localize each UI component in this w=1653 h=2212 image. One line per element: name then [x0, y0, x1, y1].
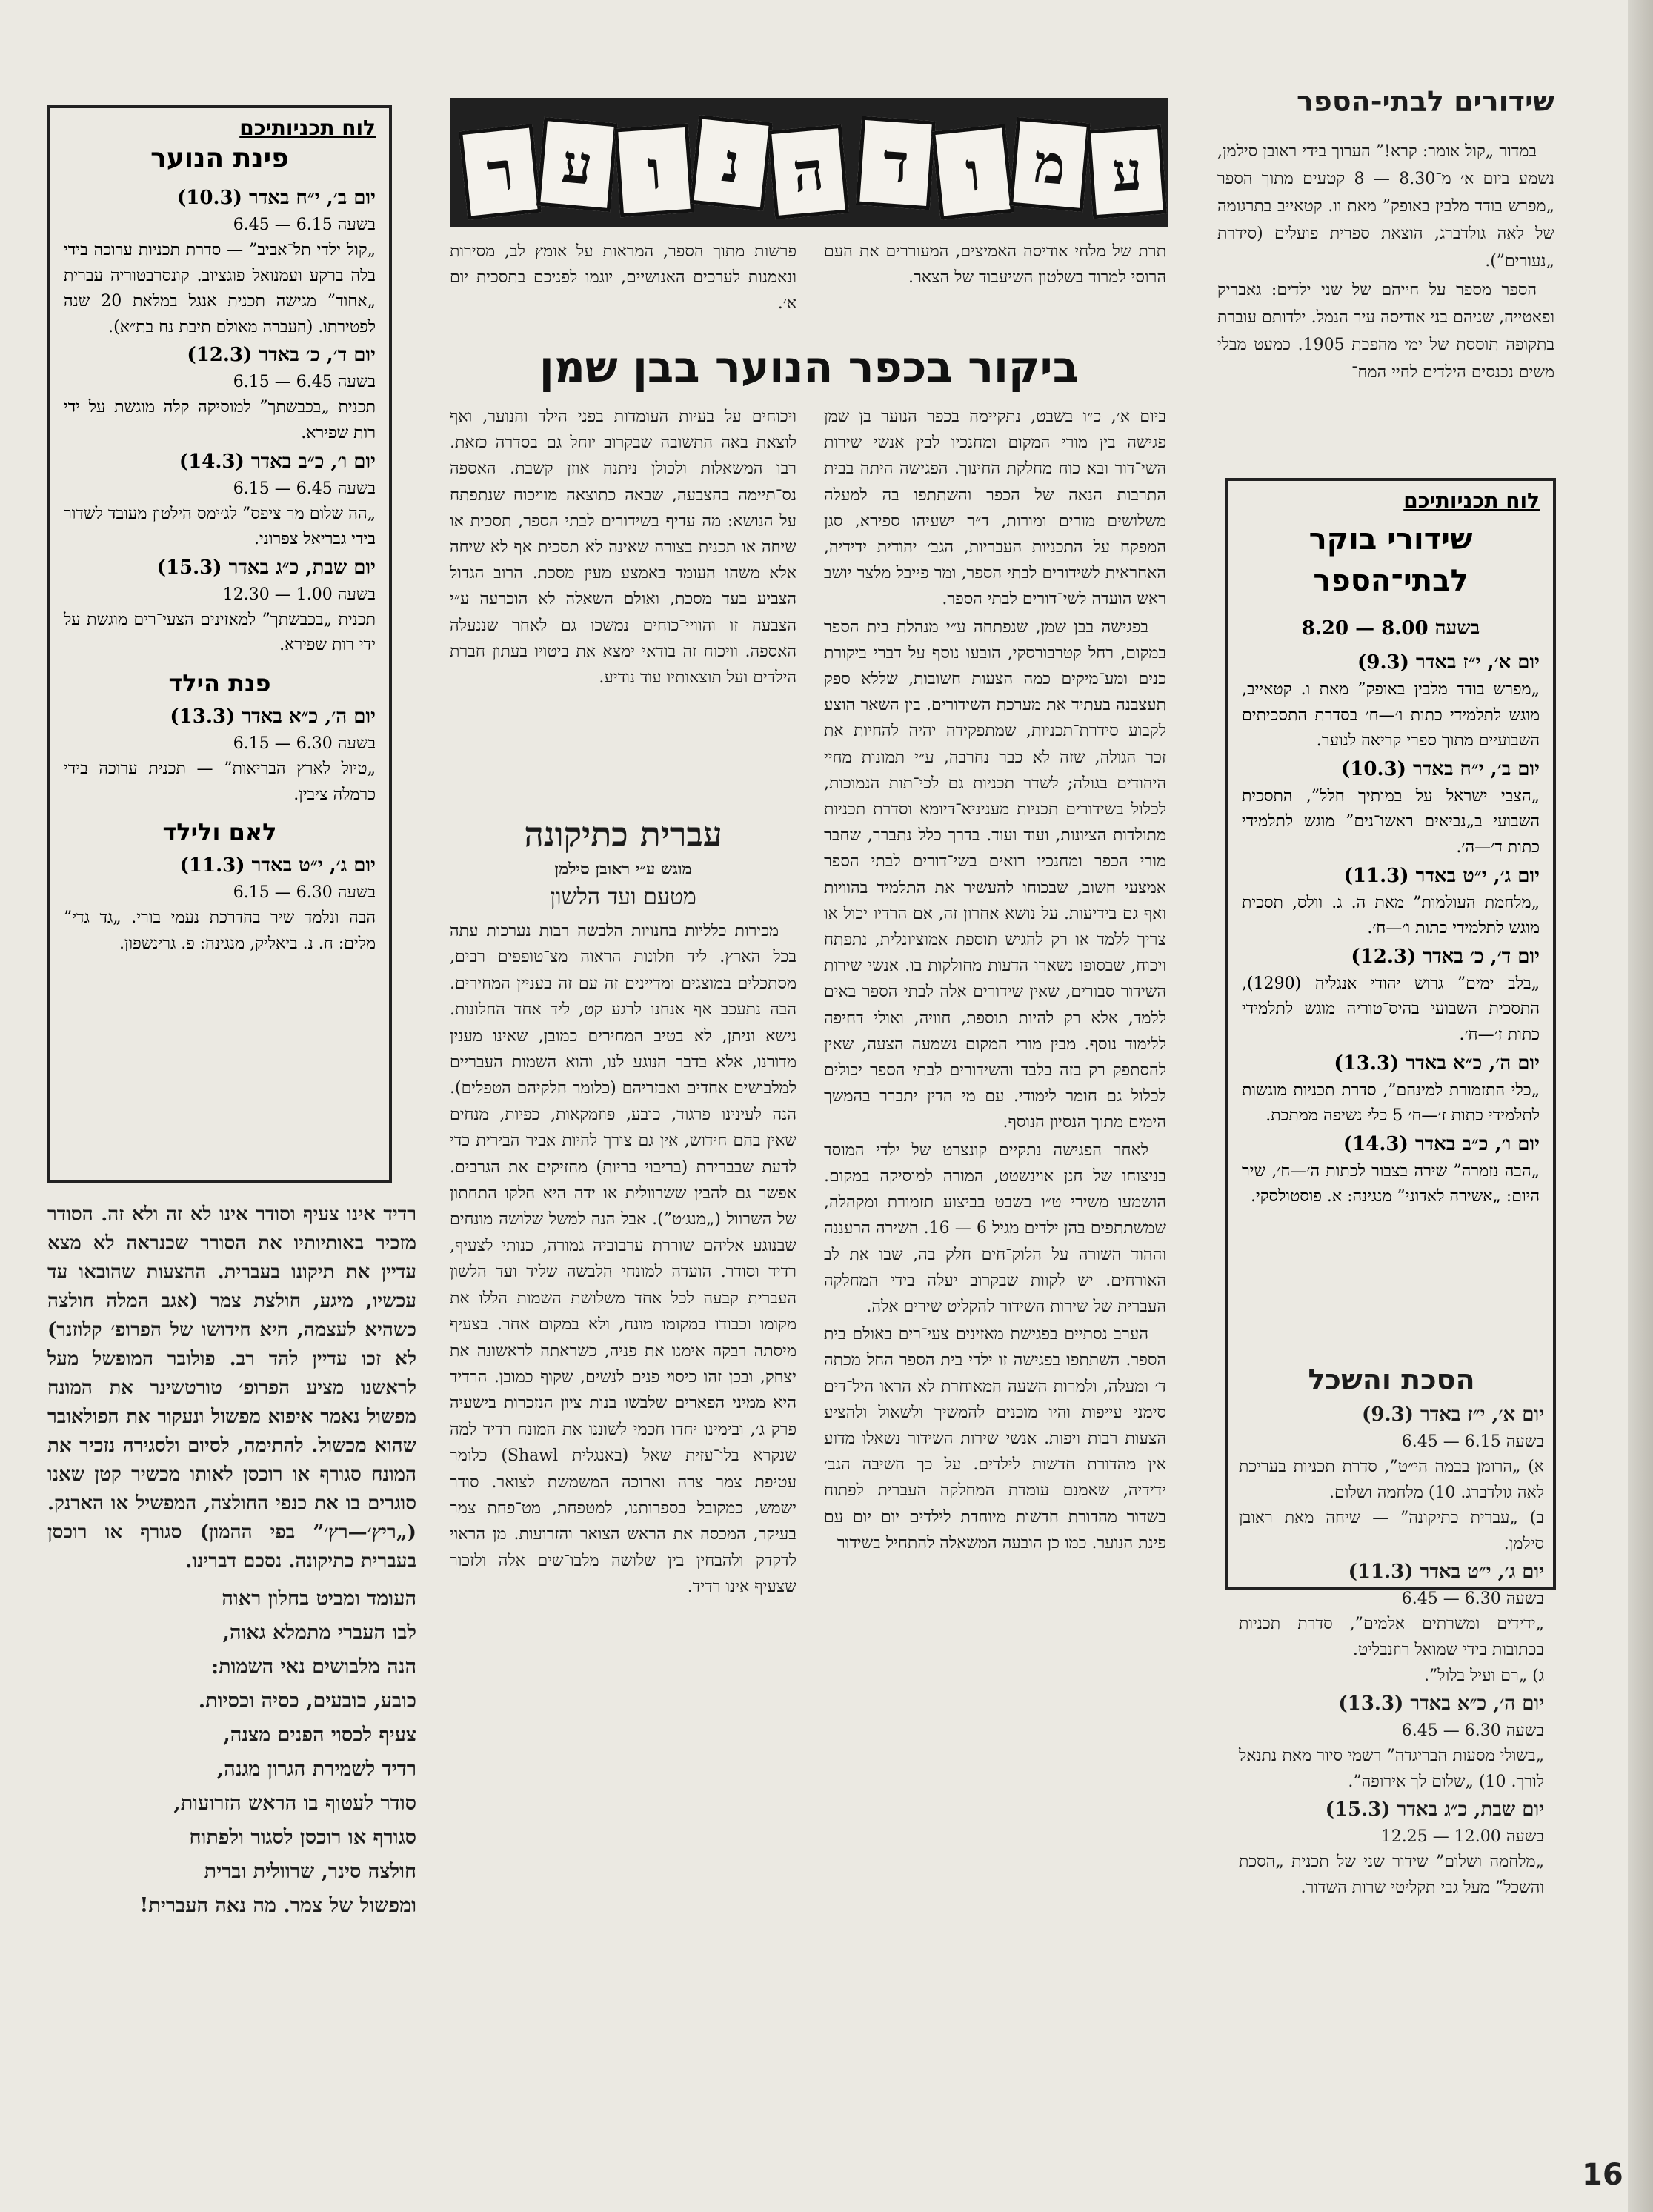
- right-title: שידורים לבתי-הספר: [1296, 85, 1554, 118]
- box-title: שידורי בוקר לבתי־הספר: [1308, 522, 1473, 598]
- program-desc: „כלי התזמורת למינהם”, סדרת תכניות מוגשות לתלמידי כתות ז׳—ח׳ 5 כלי נשיפה ממתכת.: [1242, 1080, 1540, 1126]
- program-desc: ג) „רם ועיל בלול”.: [1424, 1666, 1544, 1685]
- time-line: בשעה 6.15 — 6.45: [233, 216, 376, 234]
- poem-line: צעיף לכסוי הפנים מצנה,: [223, 1724, 416, 1747]
- program-desc: א) „הרומן בבמה הי״ט”, סדרת תכניות בעריכת לאה גולדברג. 10) מלחמה ושלום.: [1239, 1458, 1544, 1502]
- program-desc: הבה ונלמד שיר בהדרכת נעמי בורי. „גד גדי” מלים: ח. נ. ביאליק, מנגינה: פ. גרינשפון.: [64, 909, 376, 953]
- time-line: בשעה 6.30 — 6.15: [233, 883, 376, 903]
- box-label: לוח תכניותיכם: [239, 116, 376, 140]
- ivrit-column: [450, 811, 796, 2156]
- box-title: פינת הנוער: [150, 143, 289, 173]
- program-desc: ב) „עברית כתיקונה” — שיחה מאת ראובן סילמן.: [1239, 1509, 1544, 1553]
- right-para: במדור „קול אומר: קרא!” הערוך בידי ראובן סילמן, נשמע ביום א׳ מ־8.30 — 8 קטעים מתוך הספר „מפרש בודד מלבין באופק” מאת וו. קטאייב בתרגומה של לאה גולדברג, הוצאת ספרית פועלים (סידרת „נעורים”).: [1217, 142, 1554, 270]
- day-line: יום ג׳, י״ט באדר (11.3): [179, 854, 376, 877]
- article-para: ביום א׳, כ״ו בשבט, נתקיימה בכפר הנוער בן שמן פגישה בין מורי המקום ומחנכיו לבין אנשי שירות השי־דור ובא כוח מחלקת החינוך. הפגישה היתה בבית התרבות הנאה של הכפר והשתתפו בה למעלה משלושים מורים ומורות, ד״ר ישעיהו ספירא, סגן המפקח על התכניות העבריות, הגב׳ יהודית ידידיה, האחראית לשידורים לבתי הספר, ומר פייבל מלצר יושב ראש הועדה לשי־דורים לבתי הספר.: [824, 408, 1166, 609]
- day-line: יום שבת, כ״ג באדר (15.3): [156, 556, 376, 579]
- time-line: בשעה 6.30 — 6.45: [1401, 1590, 1544, 1609]
- day-line: יום ב׳, י״ח באדר (10.3): [1340, 757, 1540, 780]
- poem-line: ומפשול של צמר. מה נאה העברית!: [139, 1894, 416, 1917]
- banner-letter-block: ד: [856, 116, 936, 210]
- hasket-title: הסכת והשכל: [1308, 1364, 1475, 1396]
- intro-left: פרשות מתוך הספר, המראות על אומץ לב, מסירות ונאמנות לערכים האנושיים, יוגמו לפניכם בתסכית יום א׳.: [450, 242, 796, 313]
- page-number: 16: [1582, 2158, 1623, 2192]
- program-desc: „מפרש בודד מלבין באופק” מאת ו. קטאייב, מוגש לתלמידי כתות ו׳—ח׳ בסדרת התסכיתים השבועיים מתוך ספרי קריאה לנוער.: [1242, 680, 1540, 751]
- day-line: יום ה׳, כ״א באדר (13.3): [1334, 1052, 1540, 1075]
- poem-line: חולצה סינר, שרוולית וברית: [204, 1860, 416, 1883]
- time-line: בשעה 6.30 — 6.15: [233, 734, 376, 753]
- banner-letter-block: מ: [1009, 117, 1091, 212]
- day-line: יום ו׳, כ״ב באדר (14.3): [179, 450, 376, 473]
- article-para: הערב נסתיים בפגישת מאזינים צעי־רים באולם בית הספר. השתתפו בפגישה זו ילדי בית הספר החל מכתה ד׳ ומעלה, ולמרות השעה המאוחרת לא הראו היל־דים סימני עייפות והיו מוכנים להמשיך ולשאול ולהציע הצעות רבות ויפות. אנשי שירות השידור נשאלו מדוע אין מהדורת חדשות לילדים. על כך השיבה הגב׳ ידידיה, שאמנם עומדת המחלקה העברית לפתוח בשדור מהדורת חדשות מיוחדת לילדים יום יום עם פינת הנוער. כמו כן הובעה המשאלה להתחיל בשידור: [824, 1325, 1166, 1552]
- program-desc: „בלב ימים” גרוש יהודי אנגליה (1290), התסכית השבועי בהיס־טוריה מוגש לתלמידי כתות ז׳—ח׳.: [1242, 974, 1540, 1044]
- poem-line: כובע, כובעים, כסיה וכסיות.: [198, 1690, 416, 1713]
- program-desc: „מלחמה ושלום” שידור שני של תכנית „הסכת והשכל” מעל גבי תקליטי שרות השדור.: [1239, 1853, 1544, 1897]
- day-line: יום ד׳, כ׳ באדר (12.3): [1351, 945, 1540, 968]
- left-continuation: [47, 1200, 416, 1923]
- program-desc: „הצבי ישראל על במותיך חלל”, התסכית השבועי ב„נביאים ראשו־נים” מוגש לתלמידי כתות ד׳—ה׳.: [1242, 786, 1540, 857]
- poem-line: לבו העברי מתמלא גאוה,: [222, 1621, 416, 1644]
- program-desc: „הה שלום מר ציפס” לג׳ימס הילטון מעובד לשדור בידי גבריאל צפרוני.: [64, 504, 376, 549]
- hasket-block: [1239, 1360, 1544, 1902]
- banner-letter-block: ע: [536, 117, 618, 212]
- ivrit-subtitle: מטעם ועד הלשון: [550, 884, 696, 910]
- poem-line: העומד ומביט בחלון ראוה: [222, 1587, 416, 1610]
- article-para: לאחר הפגישה נתקיים קונצרט של ילדי המוסד בניצוחו של חנן אוינשטט, המורה למוסיקה במקום. הושמעו משירי ט״ו בשבט בביצוע תזמורת ומקהלה, שמשתתפים בהן ילדים מגיל 6 — 16. השירה הרעננה וההוד השורה על הלוק־חים חלק בה, שבו את לב האורחים. יש לקוות שבקרוב יעלה בידי המחלקה העברית של שירות השידור להקליט שירים אלה.: [824, 1140, 1166, 1316]
- school-lines: [1242, 648, 1540, 1210]
- poem-line: רדיד לשמירת הגרון מגנה,: [216, 1758, 416, 1781]
- day-line: יום ו׳, כ״ב באדר (14.3): [1343, 1132, 1540, 1155]
- youth-schedule-box: [47, 105, 392, 1183]
- poem-line: סגורף או רוכסן לסגור ולפתוח: [189, 1826, 416, 1849]
- day-line: יום ג׳, י״ט באדר (11.3): [1343, 864, 1540, 887]
- day-line: יום א׳, י״ז באדר (9.3): [1357, 651, 1540, 674]
- day-line: יום ה׳, כ״א באדר (13.3): [170, 705, 376, 728]
- article-column-right: [824, 404, 1166, 2156]
- article-column-left: [450, 404, 796, 691]
- poem-line: סודר לעטוף בו הראש הזרועות,: [173, 1792, 416, 1815]
- banner-letter-block: נ: [690, 115, 773, 211]
- article-para: ויכוחים על בעיות העומדות בפני הילד והנוער, ואף לוצאת באה התשובה שבקרוב יוחל גם בסדרה כזאת. רבו המשאלות ולכולן ניתנה אוזן קשבת. האספה נס־תיימה בהצבעה, שבאה כתוצאה מוויכוח שנתפתח על הנושא: מה עדיף בשידורים לבתי הספר, תסכית או שיחה או תכנית בצורה שאינה לא תסכית אף לא שיחה אלא משהו העומד באמצע מעין מסכת. הרוב הגדול הצביע בעד מסכת, ואולם השאלה לא הוכרעה ע״י הצבעה זו והוויי־כוחים נמשכו גם לאחר שננעלה האספה. וויכוח זה בודאי ימצא את ביטויו בעתון חברת הילדים ועל תוצאותיו עוד נודיע.: [450, 408, 796, 688]
- article-headline: ביקור בכפר הנוער בבן שמן: [539, 342, 1080, 392]
- program-desc: „הבה נזמרה” שירה בצבור לכתות ה׳—ח׳, שיר היום: „אשירה לאדוני” מנגינה: א. פוסטולסקי.: [1242, 1161, 1540, 1206]
- day-line: יום ד׳, כ׳ באדר (12.3): [187, 344, 376, 367]
- program-desc: „טיול לארץ הבריאות” — תכנית ערוכה בידי כרמלה ציבין.: [64, 759, 376, 804]
- section-title: פנת הילד: [168, 668, 271, 697]
- intro-right: תרת של מלחי אודיסה האמיצים, המעוררים את העם הרוסי למרוד בשלטון השיעבוד של הצאר.: [824, 242, 1166, 287]
- poem: [47, 1582, 416, 1923]
- article-para: בפגישה בבן שמן, שנפתחה ע״י מנהלת בית הספר במקום, רחל קטרבורסקי, הובעו נוסף על דברי ביקורת כנים ומע־מיקים כמה הצעות חשובות, שללא ספק תעצבנה בעתיד את מערכת השידורים. בין השאר הוצע לקבוע סידרת־תכניות, שמתפקידה יהיה להחיות את זכר הגולה, שזה לא כבר נחרבה, ע״י תמונות מחיי היהודים בגולה; לשדר תכניות גם לכי־תות הנמוכות, לכלול בשידורים תכניות מעניניא־דיומא וסדרת תכניות מתולדות הציונות, ועוד ועוד. בדרך כלל נתברר, שחבר מורי הכפר ומחנכיו רואים בשי־דורים לבתי הספר אמצעי חשוב, שבכוחו להעשיר את התלמיד בהוויות ואף גם בידיעות. על נושא אחרון זה, אם הרדיו יכול או צריך ללמד או רק להגיש תוספת אמוציונלית, נתפתח ויכוח, שבסופו נשארו הדעות מחולקות בו. אנשי שירות השידור סבורים, שאין שידורים אלה לבתי הספר באים ללמד, אלא רק להיות תוספת, חוויה, ואולי דחיפה ללימוד נוסף. מבין מורי המקום נשמעה הצעה, שאין להסתפק רק בזה בלבד והשידורים לבתי הספר יכולים לכלול גם חומר לימודי. עם מי הדין יתברר בהמשך הימים מתוך הנסיון הנוסף.: [824, 617, 1166, 1132]
- time-line: בשעה 6.30 — 6.45: [1401, 1721, 1544, 1741]
- day-line: יום א׳, י״ז באדר (9.3): [1362, 1404, 1544, 1426]
- program-desc: „ידידים ומשרתים אלמים”, סדרת תכניות בכתובות בידי שמואל רוזנבליט.: [1239, 1615, 1544, 1659]
- right-column: [1217, 83, 1554, 386]
- banner-letter-block: ע: [1087, 125, 1167, 219]
- program-desc: „מלחמת העולמות” מאת ה. ג. וולס, תסכית מוגש לתלמידי כתות ו׳—ח׳.: [1242, 893, 1540, 938]
- time-line: בשעה 6.45 — 6.15: [233, 373, 376, 392]
- ivrit-byline: מוגש ע״י ראובן סילמן: [554, 860, 692, 879]
- left-text: רדיד אינו צעיף וסודר אינו לא זה ולא זה. הסודר מזכיר באותיותיו את הסורר שכנראה לא מצא עדיין את תיקונו בעברית. ההצעות שהובאו עד עכשיו, מיגע, חולצת צמר (אגב המלה חולצה כשהיא לעצמה, היא חידושו של הפרופ׳ קלוזנר) לא זכו עדיין להד רב. פולובר המופשל מעל לראשנו מציע הפרופ׳ טורטשינר את המונח מפשול נאמר איפוא מפשול ונעקור את הפולאובר שהוא מכשול. להתימה, לסיום ולסגירה נזכיר את המונח סגורף או רוכסן לאותו מכשיר קטן שאנו סוגרים בו את כנפי החולצה, המפשיל או הארנק. („ריץ׳—רץ׳” בפי ההמון) סגורף או רוכסן בעברית כתיקונה. נסכם דברינו.: [47, 1203, 416, 1572]
- program-desc: תכנית „בכבשתך” למאזינים הצעי־רים מוגשת על ידי רות שפירא.: [64, 610, 376, 655]
- box-label: לוח תכניותיכם: [1403, 488, 1540, 513]
- page-spine: [1628, 0, 1653, 2212]
- program-desc: תכנית „בכבשתך” למוסיקה קלה מוגשת על ידי רות שפירא.: [64, 398, 376, 442]
- day-line: יום ב׳, י״ח באדר (10.3): [176, 187, 376, 209]
- right-para: הספר מספר על חייהם של שני ילדים: גאבריק ופאטייה, שניהם בני אודיסה עיר הנמל. ילדותם עוברת בתקופה תוססת של ימי מהפכת 1905. כמעט מבלי משים נכנסים הילדים לחיי המח־: [1217, 281, 1554, 382]
- day-line: יום שבת, כ״ג באדר (15.3): [1325, 1799, 1544, 1821]
- ivrit-text: מכירות כלליות בחנויות הלבשה רבות נערכות עתה בכל הארץ. ליד חלונות הראוה מצ־טופפים רבים, מסתכלים במוצגים ומדיינים זה עם זה בעניין המחירים. הבה נתעכב אף אנחנו לרגע קט, ליד אחד החלונות. נישא וניתן, לא בטיב המחירים כמובן, שאינו מענין מדורנו, אלא בדבר הנוגע לנו, והוא השמות העבריים למלבושים אחדים ואבזריהם (כלומר חלקיהם הטפלים). הנה לעינינו פרגוד, כובע, פוזמקאות, כפיות, מנחים שאין בהם חידוש, אין גם צורך להיות אביר הבירית כדי לדעת שבברירת (בריבוי בריות) מחזיקים את הגרבים. אפשר גם להבין ששרוולית או ידה היא חלקו התחתון של השרוול („מנג׳ט”). אבל הנה למשל שלושה מונחים שבנוגע אליהם שוררת ערבוביה גמורה, כנותי לצעיף, רדיד וסודר. הועדה למונחי הלבשה שליד ועד הלשון העברית קבעה לכל אחד משלושת השמות הללו את מקומו וכבודו במקומו מונח, ולא במקום אחר. בצעיף מיסתה רבקה אימנו את פניה, כשראתה לראשונה את יצחק, ובכן זהו כיסוי פנים לנשים, שקוף כמובן. הרדיד היא ממיני הפארים שלבשו בנות ציון הנזכרות בישעיה פרק ג׳, ובימינו יחדו חכמי לשוננו את המונח רדיד למה שנקרא בלו־עזית שאל (באנגלית Shawl) כלומר עטיפת צמר צרה וארוכה המשמשת לצואר. סודר ישמש, כמקובל בספרותנו, למטפחת, מט־פחת צמר בעיקר, המכסה את הראש הצואר והזרועות. מן הראוי לדקדק ולהבחין בין שלושה מלבו־שים אלה ולזכור שצעיף אינו רדיד.: [450, 922, 796, 1597]
- time-line: בשעה 12.00 — 12.25: [1380, 1827, 1544, 1847]
- banner-letter-block: ו: [931, 124, 1014, 220]
- day-line: יום ה׳, כ״א באדר (13.3): [1338, 1693, 1544, 1716]
- broadcast-time: בשעה 8.00 — 8.20: [1301, 617, 1480, 640]
- program-desc: „בשולי מסעות הבריגדה” רשמי סיור מאת נתנאל לורך. 10) „שלום לך אירופה”.: [1239, 1747, 1544, 1791]
- banner-letter-block: ו: [614, 124, 694, 218]
- banner-letter-block: ה: [768, 124, 849, 219]
- poem-line: הנה מלבושים נאי השמות:: [211, 1655, 416, 1678]
- program-desc: „קול ילדי תל־אביב” — סדרת תכניות ערוכה בידי בלה ברקע ועמנואל פוגציוב. קונסרבטוריה עברית „אחוד” מגישה תכנית אנגל במלאת 20 שנה לפטירתו. (העברה מאולם תיבת נח בת״א).: [64, 241, 376, 336]
- youth-page-banner: [450, 98, 1168, 227]
- ivrit-title: עברית כתיקונה: [524, 814, 722, 854]
- time-line: בשעה 1.00 — 12.30: [222, 585, 376, 604]
- time-line: בשעה 6.15 — 6.45: [1401, 1432, 1544, 1451]
- day-line: יום ג׳, י״ט באדר (11.3): [1348, 1561, 1544, 1584]
- banner-letter-block: ר: [459, 124, 542, 220]
- section-title: לאם ולילד: [162, 818, 277, 847]
- time-line: בשעה 6.45 — 6.15: [233, 479, 376, 498]
